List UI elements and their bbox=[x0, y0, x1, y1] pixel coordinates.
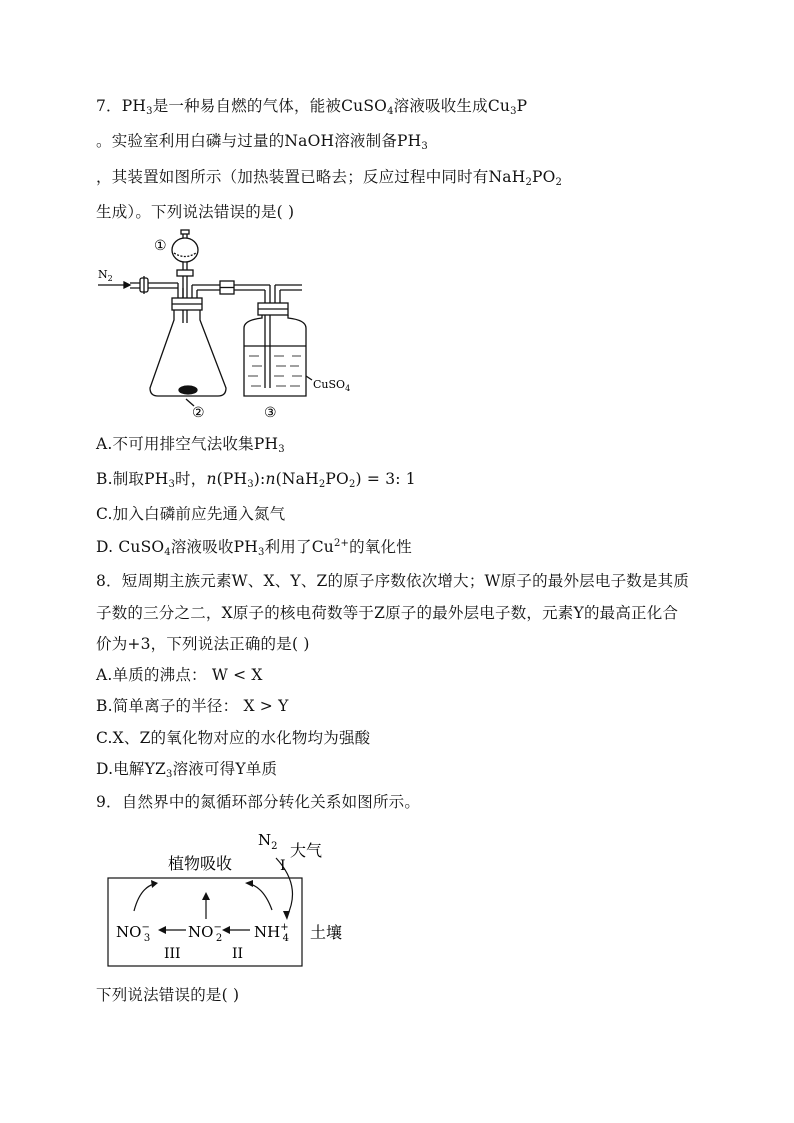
q8-stem-line-3: 价为+3，下列说法正确的是( ) bbox=[96, 635, 310, 653]
q7-option-b: B.制取$PH_3$时，$n(PH_3):n(NaH_2PO_2) = 3$: 1 bbox=[96, 470, 416, 490]
funnel-stopcock-icon bbox=[177, 270, 193, 276]
q9-after-figure: 下列说法错误的是( ) bbox=[96, 986, 240, 1004]
q7-option-d: D. CuSO$_4$溶液吸收$PH_3$利用了$Cu^{2+}$的氧化性 bbox=[96, 538, 412, 558]
plant-absorb-label: 植物吸收 bbox=[168, 854, 233, 873]
roman-3-label: III bbox=[164, 946, 181, 962]
q8-option-b: B.简单离子的半径： X > Y bbox=[96, 697, 289, 715]
n2-label: $N_2$ bbox=[98, 268, 113, 283]
q7-stem-line-1: 7．$PH_3$是一种易自燃的气体，能被CuSO$_4$溶液吸收生成$Cu_3P$ bbox=[96, 97, 528, 117]
arrow-no3-to-plant bbox=[134, 884, 154, 911]
atmosphere-label: 大气 bbox=[290, 841, 323, 860]
cuso4-label: CuSO$_4$ bbox=[313, 378, 351, 393]
no3-ion-label: NO− 3 bbox=[116, 922, 151, 944]
q7-stem-line-3: ，其装置如图所示（加热装置已略去；反应过程中同时有$NaH_2PO_2$ bbox=[96, 168, 563, 188]
roman-1-label: I bbox=[280, 858, 286, 874]
gas-washing-bottle bbox=[244, 315, 306, 396]
q8-option-c: C.X、Z的氧化物对应的水化物均为强酸 bbox=[96, 729, 371, 747]
dropping-funnel-bulb bbox=[172, 238, 198, 262]
q8-option-a: A.单质的沸点： W < X bbox=[96, 666, 263, 684]
no2-ion-label: NO− 2 bbox=[188, 922, 223, 944]
n2-label: $N_2$ bbox=[258, 831, 278, 852]
arrowhead-3-icon bbox=[202, 892, 210, 900]
q8-stem-line-2: 子数的三分之二，X原子的核电荷数等于Z原子的最外层电子数，元素Y的最高正化合 bbox=[96, 604, 679, 622]
label-funnel: ① bbox=[154, 238, 167, 254]
n2-arrowhead-icon bbox=[124, 282, 130, 288]
arrowhead-1-icon bbox=[283, 911, 290, 920]
white-phosphorus bbox=[179, 386, 197, 394]
nh4-ion-label: NH+ 4 bbox=[254, 922, 289, 944]
q7-stem-line-4: 生成）。下列说法错误的是( ) bbox=[96, 203, 295, 221]
q9-stem: 9．自然界中的氮循环部分转化关系如图所示。 bbox=[96, 793, 421, 811]
soil-box bbox=[108, 878, 302, 966]
arrow-nh4-to-plant bbox=[250, 884, 272, 910]
q8-option-d: D.电解$YZ_3$溶液可得Y单质 bbox=[96, 760, 278, 780]
label-bottle: ③ bbox=[264, 405, 277, 421]
roman-2-label: II bbox=[232, 946, 244, 962]
q7-stem-line-2: 。实验室利用白磷与过量的NaOH溶液制备$PH_3$ bbox=[96, 132, 428, 152]
arrowhead-4-icon bbox=[151, 880, 158, 888]
q7-option-a: A.不可用排空气法收集$PH_3$ bbox=[96, 435, 285, 455]
soil-label: 土壤 bbox=[310, 923, 343, 942]
arrowhead-5-icon bbox=[222, 926, 230, 934]
arrowhead-2-icon bbox=[245, 880, 253, 887]
q9-nitrogen-cycle-figure bbox=[104, 826, 364, 971]
arrowhead-6-icon bbox=[158, 926, 166, 934]
q8-stem-line-1: 8．短周期主族元素W、X、Y、Z的原子序数依次增大；W原子的最外层电子数是其质 bbox=[96, 572, 690, 590]
label-flask: ② bbox=[192, 405, 205, 421]
conical-flask bbox=[150, 310, 226, 396]
q7-option-c: C.加入白磷前应先通入氮气 bbox=[96, 505, 286, 523]
q7-apparatus-figure bbox=[94, 228, 364, 423]
